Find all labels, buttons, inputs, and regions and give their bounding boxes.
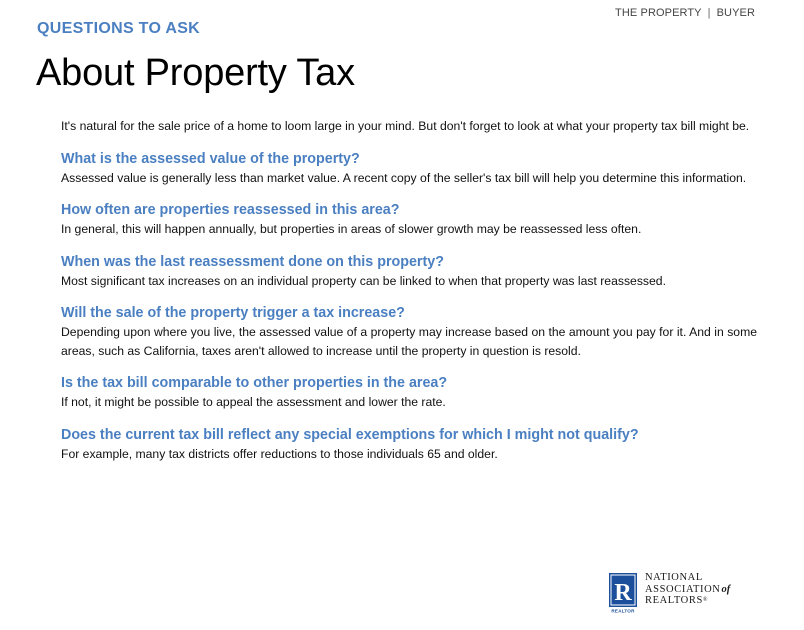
logo-mark-caption: REALTOR bbox=[611, 608, 635, 613]
question-block bbox=[61, 304, 757, 360]
logo-line-realtors bbox=[645, 595, 730, 607]
header-breadcrumb bbox=[615, 7, 755, 19]
question-heading: When was the last reassessment done on this property? bbox=[61, 253, 444, 270]
answer-text: If not, it might be possible to appeal the assessment and lower the rate. bbox=[61, 395, 446, 409]
logo-wordmark bbox=[645, 572, 730, 607]
question-block bbox=[61, 201, 757, 239]
logo-mark-letter: R bbox=[614, 580, 632, 606]
question-heading: What is the assessed value of the property? bbox=[61, 150, 360, 167]
answer-text: Most significant tax increases on an individual property can be linked to when that property was last reassessed. bbox=[61, 273, 666, 288]
nar-logo bbox=[609, 571, 759, 615]
question-heading: Will the sale of the property trigger a tax increase? bbox=[61, 305, 405, 321]
logo-of-word: of bbox=[721, 583, 731, 595]
logo-realtors-word: REALTORS bbox=[645, 595, 703, 606]
logo-registered-mark: ® bbox=[702, 597, 709, 603]
kicker-heading: QUESTIONS TO ASK bbox=[37, 20, 201, 37]
answer-text: Depending upon where you live, the assessed value of a property may increase based on the amount you pay for it. And in some areas, such as California, taxes aren't allowed to increase until the property in question is resold. bbox=[61, 325, 757, 358]
question-heading: Does the current tax bill reflect any special exemptions for which I might not qualify? bbox=[61, 426, 639, 443]
intro-paragraph: It's natural for the sale price of a home to loom large in your mind. But don't forget to look at what your property tax bill might be. bbox=[61, 119, 750, 133]
question-block bbox=[61, 374, 757, 412]
question-heading: How often are properties reassessed in this area? bbox=[61, 202, 400, 218]
header-separator: | bbox=[707, 7, 711, 19]
main-content bbox=[61, 117, 757, 463]
logo-line-national: NATIONAL bbox=[645, 572, 703, 583]
page-title: About Property Tax bbox=[36, 52, 355, 94]
question-block bbox=[61, 150, 757, 188]
answer-text: Assessed value is generally less than market value. A recent copy of the seller's tax bill will help you determine this information. bbox=[61, 170, 747, 185]
logo-line-association bbox=[645, 584, 730, 596]
realtor-r-logo-icon bbox=[609, 573, 637, 613]
answer-text: For example, many tax districts offer reductions to those individuals 65 and older. bbox=[61, 446, 498, 461]
question-block bbox=[61, 426, 757, 464]
question-heading: Is the tax bill comparable to other properties in the area? bbox=[61, 375, 448, 391]
header-section: THE PROPERTY bbox=[615, 7, 702, 19]
question-block bbox=[61, 253, 757, 291]
header-audience: BUYER bbox=[716, 7, 755, 19]
logo-association-word: ASSOCIATION bbox=[645, 583, 721, 595]
answer-text: In general, this will happen annually, but properties in areas of slower growth may be reassessed less often. bbox=[61, 222, 642, 236]
